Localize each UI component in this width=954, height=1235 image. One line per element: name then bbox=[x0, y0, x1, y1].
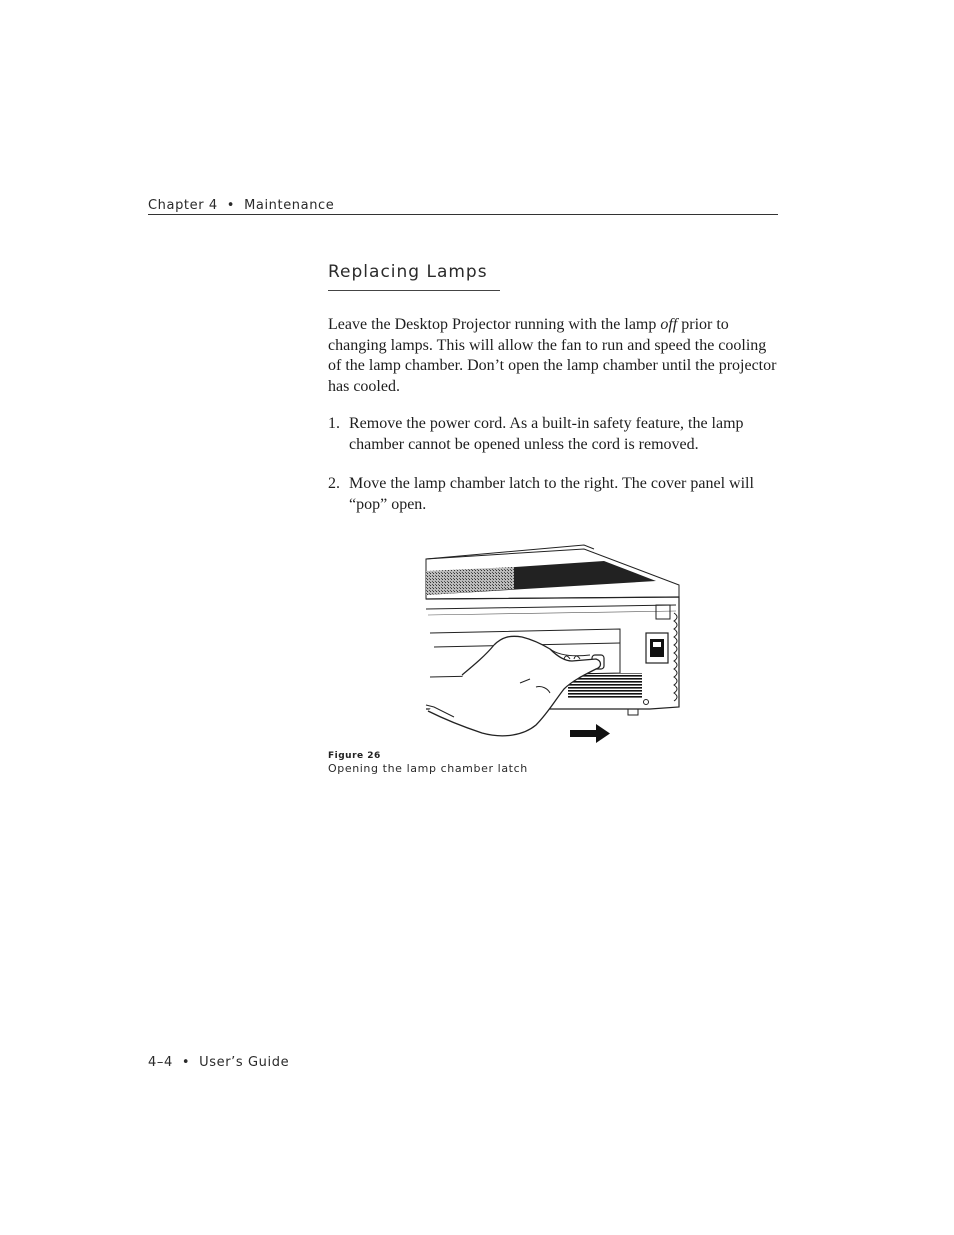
intro-emphasis: off bbox=[660, 316, 678, 333]
step-2 bbox=[328, 474, 778, 515]
step-text: Move the lamp chamber latch to the right. The cover panel will “pop” open. bbox=[349, 475, 754, 513]
intro-paragraph bbox=[328, 315, 778, 397]
figure-label: Figure 26 bbox=[328, 751, 381, 761]
header-rule bbox=[148, 214, 778, 215]
intro-text-after: prior to changing lamps. This will allow the fan to run and speed the cooling of the lamp chamber. Don’t open the lamp chamber until the projector has cooled. bbox=[328, 316, 777, 395]
footer-guide-title: User’s Guide bbox=[199, 1055, 290, 1070]
figure-caption: Opening the lamp chamber latch bbox=[328, 762, 528, 775]
footer-page-number: 4–4 bbox=[148, 1055, 173, 1070]
step-1 bbox=[328, 414, 778, 455]
step-text: Remove the power cord. As a built-in safety feature, the lamp chamber cannot be opened unless the cord is removed. bbox=[349, 415, 744, 453]
header-separator: • bbox=[226, 198, 236, 213]
right-arrow-icon bbox=[570, 724, 610, 743]
running-footer bbox=[148, 1055, 289, 1070]
step-number: 2. bbox=[328, 475, 340, 492]
figure-illustration bbox=[424, 537, 686, 747]
running-header bbox=[148, 198, 334, 213]
section-title: Replacing Lamps bbox=[328, 262, 488, 282]
intro-text-before: Leave the Desktop Projector running with the lamp bbox=[328, 316, 661, 333]
header-chapter: Chapter 4 bbox=[148, 198, 218, 213]
footer-separator: • bbox=[181, 1055, 191, 1070]
title-underline bbox=[328, 290, 500, 291]
step-number: 1. bbox=[328, 415, 340, 432]
projector-latch-illustration bbox=[424, 537, 686, 747]
header-section: Maintenance bbox=[244, 198, 335, 213]
